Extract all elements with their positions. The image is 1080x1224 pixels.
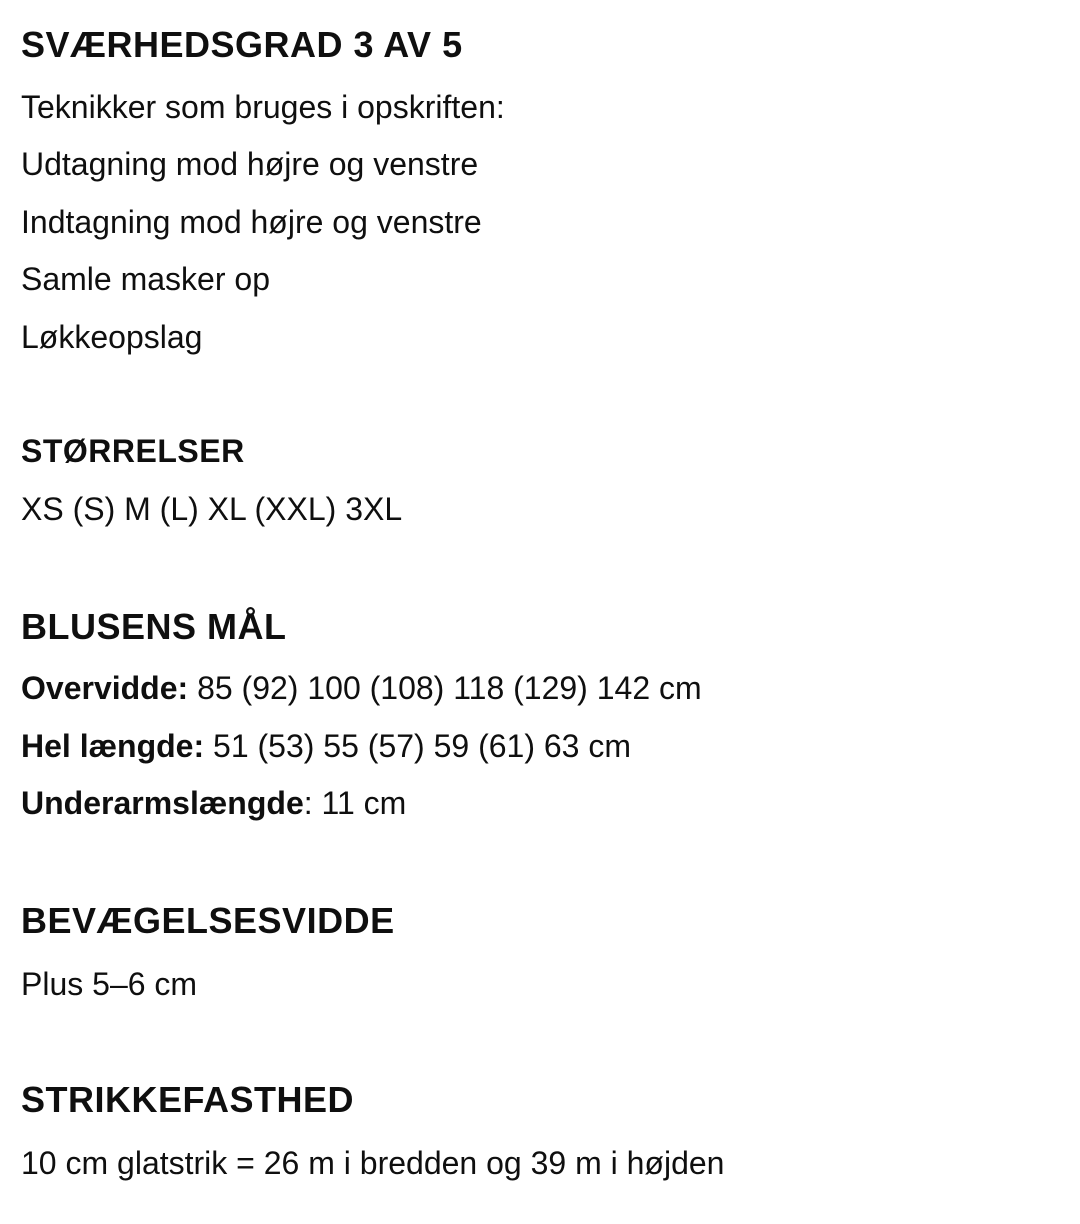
gauge-heading: STRIKKEFASTHED	[21, 1079, 355, 1120]
gauge-value: 10 cm glatstrik = 26 m i bredden og 39 m i højden	[21, 1145, 725, 1181]
measurement-row-length	[21, 730, 631, 762]
measurement-label: Underarmslængde	[21, 785, 304, 821]
ease-heading: BEVÆGELSESVIDDE	[21, 900, 395, 941]
sizes-heading: STØRRELSER	[21, 433, 245, 469]
measurement-value: 85 (92) 100 (108) 118 (129) 142 cm	[188, 670, 702, 706]
ease-value: Plus 5–6 cm	[21, 966, 198, 1002]
measurement-row-underarm	[21, 787, 406, 819]
technique-item: Løkkeopslag	[21, 319, 203, 355]
technique-item: Samle masker op	[21, 261, 270, 297]
measurement-value: : 11 cm	[303, 785, 407, 821]
measurement-value: 51 (53) 55 (57) 59 (61) 63 cm	[204, 728, 631, 764]
sizes-value: XS (S) M (L) XL (XXL) 3XL	[21, 491, 403, 527]
measurement-label: Overvidde:	[21, 670, 189, 706]
techniques-intro: Teknikker som bruges i opskriften:	[21, 89, 505, 125]
technique-item: Udtagning mod højre og venstre	[21, 146, 479, 182]
measurement-row-bust	[21, 672, 702, 704]
technique-item: Indtagning mod højre og venstre	[21, 204, 482, 240]
difficulty-heading: SVÆRHEDSGRAD 3 AV 5	[21, 24, 463, 65]
measurement-label: Hel længde:	[21, 728, 205, 764]
measurements-heading: BLUSENS MÅL	[21, 606, 287, 647]
